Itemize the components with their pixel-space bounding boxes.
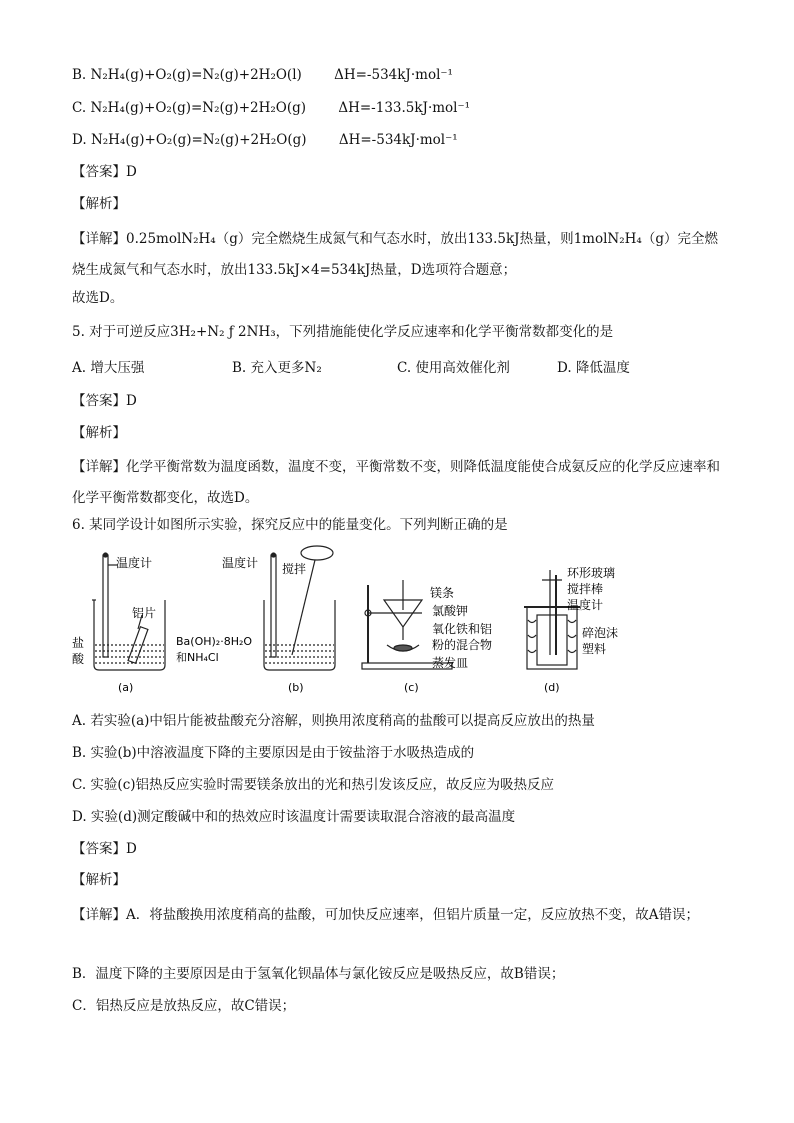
q4-option-b xyxy=(72,66,453,84)
enthalpy: ΔH=-534kJ·mol⁻¹ xyxy=(338,132,458,148)
label-d-ring-2: 搅拌棒 xyxy=(567,582,604,596)
label-c-kclo3: 氯酸钾 xyxy=(432,604,469,618)
label-d-ring-1: 环形玻璃 xyxy=(567,566,616,580)
equation: N₂H₄(g)+O₂(g)=N₂(g)+2H₂O(l) xyxy=(90,67,302,83)
label-b-thermometer: 温度计 xyxy=(222,556,259,570)
label-b-stir: 搅拌 xyxy=(282,562,307,576)
enthalpy: ΔH=-133.5kJ·mol⁻¹ xyxy=(338,100,471,116)
q6-detail-a: 【详解】A．将盐酸换用浓度稍高的盐酸，可加快反应速率，但铝片质量一定，反应放热不变，故A错误； xyxy=(72,907,699,923)
caption-d: (d) xyxy=(544,681,560,694)
q6-detail-b: B．温度下降的主要原因是由于氢氧化钡晶体与氯化铵反应是吸热反应，故B错误； xyxy=(72,966,565,982)
q5-option-c: C. 使用高效催化剂 xyxy=(397,360,510,376)
caption-a: (a) xyxy=(118,681,134,694)
q6-option-c: C. 实验(c)铝热反应实验时需要镁条放出的光和热引发该反应，故反应为吸热反应 xyxy=(72,777,555,793)
q6-detail-c: C．铝热反应是放热反应，故C错误； xyxy=(72,998,296,1014)
label-c-mix-2: 粉的混合物 xyxy=(432,638,493,652)
q5-option-a: A. 增大压强 xyxy=(72,360,145,376)
caption-c: (c) xyxy=(404,681,419,694)
label-a-hcl-1: 盐 xyxy=(72,636,85,650)
label-a-thermometer: 温度计 xyxy=(116,556,153,570)
q6-option-a: A. 若实验(a)中铝片能被盐酸充分溶解，则换用浓度稍高的盐酸可以提高反应放出的热量 xyxy=(72,713,595,729)
label-a-al: 铝片 xyxy=(132,606,157,620)
option-label: C. xyxy=(72,100,87,116)
q4-answer: 【答案】D xyxy=(72,164,137,180)
option-label: D. xyxy=(72,132,87,148)
q6-option-b: B. 实验(b)中溶液温度下降的主要原因是由于铵盐溶于水吸热造成的 xyxy=(72,745,475,761)
label-d-foam-2: 塑料 xyxy=(582,642,607,656)
label-b-reagent-1: Ba(OH)₂·8H₂O xyxy=(176,635,253,648)
enthalpy: ΔH=-534kJ·mol⁻¹ xyxy=(334,67,453,83)
q5-analysis: 【解析】 xyxy=(72,425,126,441)
q6-answer: 【答案】D xyxy=(72,841,137,857)
q5-stem: 5. 对于可逆反应3H₂+N₂ ƒ 2NH₃，下列措施能使化学反应速率和化学平衡常数都变化的是 xyxy=(72,324,614,340)
label-c-mix-1: 氧化铁和铝 xyxy=(432,622,493,636)
label-d-thermometer: 温度计 xyxy=(567,598,604,612)
caption-b: (b) xyxy=(288,681,304,694)
option-label: B. xyxy=(72,67,87,83)
q6-option-d: D. 实验(d)测定酸碱中和的热效应时该温度计需要读取混合溶液的最高温度 xyxy=(72,809,516,825)
q4-option-c xyxy=(72,99,470,117)
q4-analysis: 【解析】 xyxy=(72,196,126,212)
experiment-figure xyxy=(72,545,672,695)
q4-option-d xyxy=(72,131,458,149)
label-c-dish: 蒸发皿 xyxy=(432,656,469,670)
q5-answer: 【答案】D xyxy=(72,393,137,409)
label-c-mg: 镁条 xyxy=(430,586,455,600)
q5-option-b: B. 充入更多N₂ xyxy=(232,360,322,376)
equation: N₂H₄(g)+O₂(g)=N₂(g)+2H₂O(g) xyxy=(90,132,307,148)
label-a-hcl-2: 酸 xyxy=(72,652,85,666)
label-d-foam-1: 碎泡沫 xyxy=(582,626,619,640)
q5-option-d: D. 降低温度 xyxy=(557,360,630,376)
q6-analysis: 【解析】 xyxy=(72,872,126,888)
label-b-reagent-2: 和NH₄Cl xyxy=(176,651,219,664)
q6-stem: 6. 某同学设计如图所示实验，探究反应中的能量变化。下列判断正确的是 xyxy=(72,517,508,533)
q5-detail: 【详解】化学平衡常数为温度函数，温度不变，平衡常数不变，则降低温度能使合成氨反应的化学反应速率和化学平衡常数都变化，故选D。 xyxy=(72,459,720,506)
q4-detail: 【详解】0.25molN₂H₄（g）完全燃烧生成氮气和气态水时，放出133.5kJ热量，则1molN₂H₄（g）完全燃烧生成氮气和气态水时，放出133.5kJ×4=534kJ热量，D选项符合题意； xyxy=(72,231,718,278)
equation: N₂H₄(g)+O₂(g)=N₂(g)+2H₂O(g) xyxy=(90,100,307,116)
q4-conclusion: 故选D。 xyxy=(72,290,124,306)
